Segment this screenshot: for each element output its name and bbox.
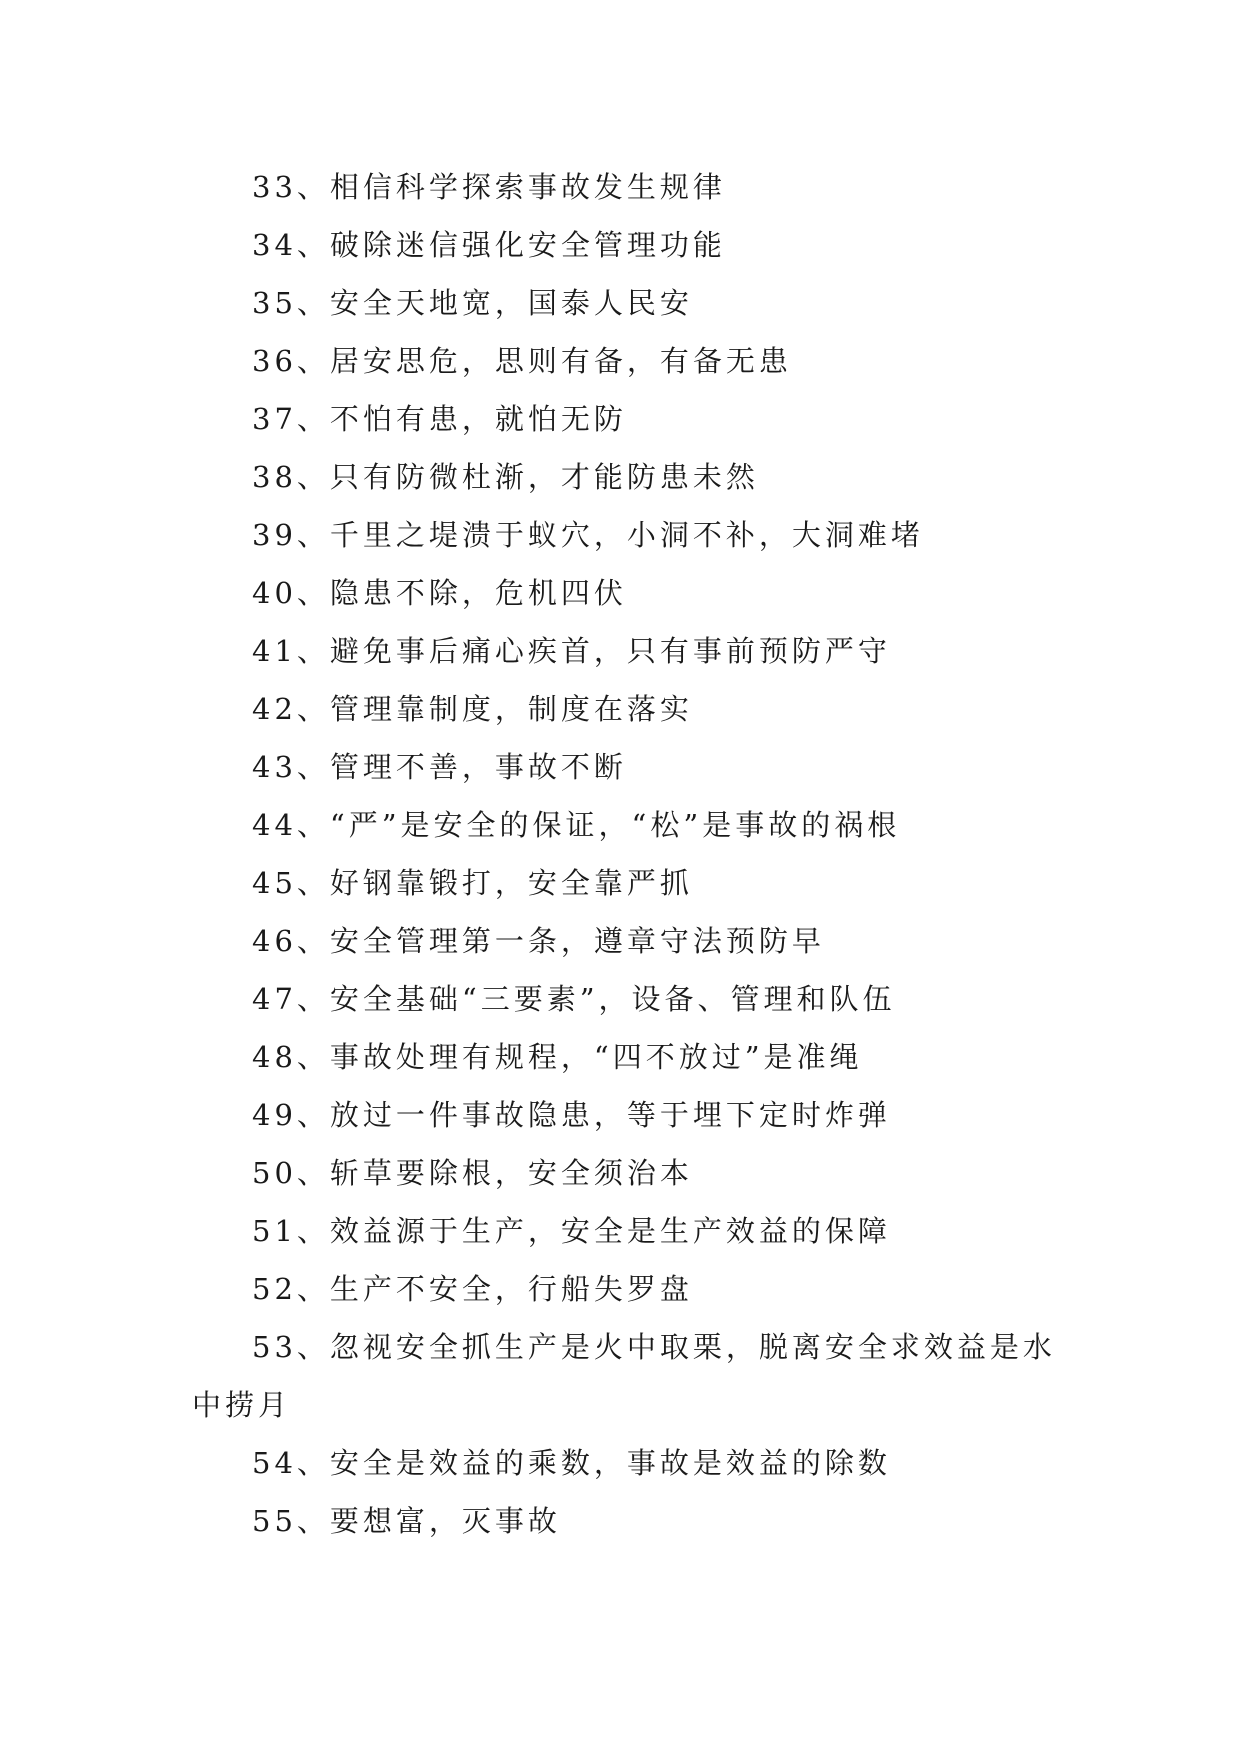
slogan-line-42: 42、管理靠制度，制度在落实: [252, 692, 693, 726]
slogan-list: [192, 158, 1072, 1550]
slogan-line-43: 43、管理不善，事故不断: [252, 750, 627, 784]
slogan-line-51: 51、效益源于生产，安全是生产效益的保障: [252, 1214, 891, 1248]
slogan-line-38: 38、只有防微杜渐，才能防患未然: [252, 460, 759, 494]
slogan-line-39: 39、千里之堤溃于蚁穴，小洞不补，大洞难堵: [252, 518, 924, 552]
slogan-line-33: 33、相信科学探索事故发生规律: [252, 170, 726, 204]
slogan-line-41: 41、避免事后痛心疾首，只有事前预防严守: [252, 634, 891, 668]
slogan-line-55: 55、要想富，灭事故: [252, 1504, 561, 1538]
slogan-line-47: 47、安全基础“三要素”，设备、管理和队伍: [252, 982, 896, 1016]
slogan-line-46: 46、安全管理第一条，遵章守法预防早: [252, 924, 825, 958]
slogan-line-36: 36、居安思危，思则有备，有备无患: [252, 344, 792, 378]
slogan-line-34: 34、破除迷信强化安全管理功能: [252, 228, 726, 262]
slogan-line-35: 35、安全天地宽，国泰人民安: [252, 286, 693, 320]
slogan-line-48: 48、事故处理有规程，“四不放过”是准绳: [252, 1040, 863, 1074]
slogan-line-44: 44、“严”是安全的保证，“松”是事故的祸根: [252, 808, 901, 842]
slogan-line-54: 54、安全是效益的乘数，事故是效益的除数: [252, 1446, 891, 1480]
slogan-line-53: 53、忽视安全抓生产是火中取栗，脱离安全求效益是水中捞月: [192, 1330, 1056, 1422]
slogan-line-50: 50、斩草要除根，安全须治本: [252, 1156, 693, 1190]
slogan-line-52: 52、生产不安全，行船失罗盘: [252, 1272, 693, 1306]
slogan-line-49: 49、放过一件事故隐患，等于埋下定时炸弹: [252, 1098, 891, 1132]
slogan-line-37: 37、不怕有患，就怕无防: [252, 402, 627, 436]
slogan-line-40: 40、隐患不除，危机四伏: [252, 576, 627, 610]
slogan-line-45: 45、好钢靠锻打，安全靠严抓: [252, 866, 693, 900]
